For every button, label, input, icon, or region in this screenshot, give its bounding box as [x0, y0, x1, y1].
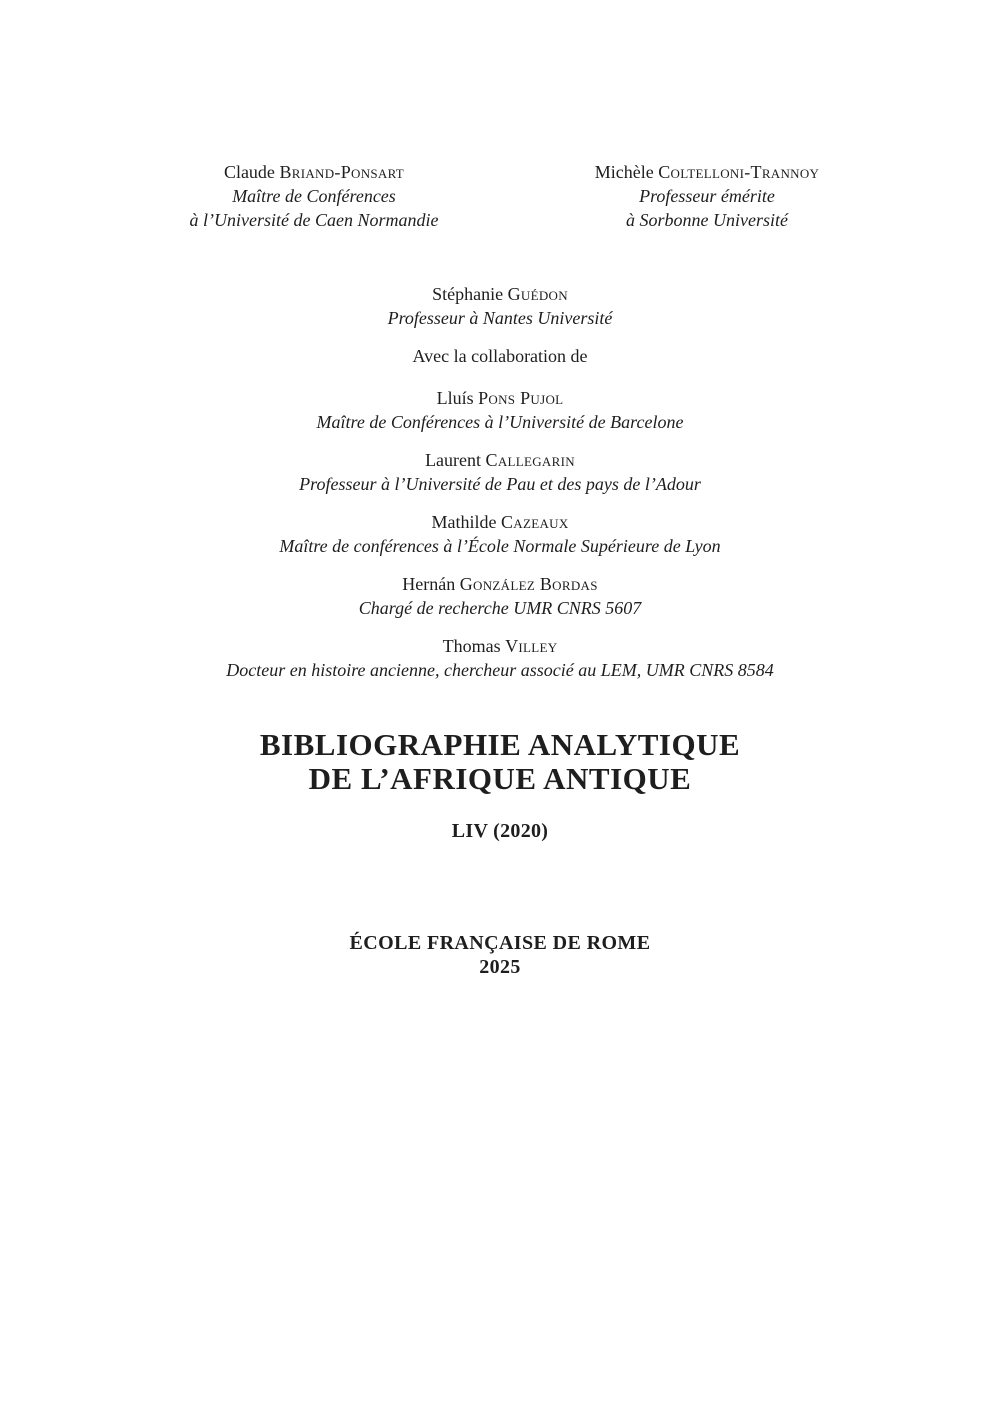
author-name [0, 510, 1000, 534]
author-block-pons-pujol [0, 386, 1000, 434]
author-name [0, 572, 1000, 596]
author-role-line: Professeur à Nantes Université [387, 308, 613, 328]
book-title-line1: BIBLIOGRAPHIE ANALYTIQUE [259, 727, 741, 762]
author-block-villey [0, 634, 1000, 682]
author-role-line: Maître de Conférences [232, 186, 396, 206]
author-name [0, 282, 1000, 306]
author-given-name: Lluís [436, 388, 474, 408]
author-family-name: González Bordas [459, 574, 598, 594]
author-family-name: Cazeaux [500, 512, 569, 532]
author-block-gonzalez-bordas [0, 572, 1000, 620]
author-block-cazeaux [0, 510, 1000, 558]
author-name [0, 448, 1000, 472]
top-authors-row [0, 0, 1000, 232]
author-family-name: Callegarin [485, 450, 575, 470]
author-role-line: Maître de Conférences à l’Université de Barcelone [316, 412, 684, 432]
author-given-name: Laurent [425, 450, 482, 470]
author-family-name: Guédon [507, 284, 568, 304]
author-block-callegarin [0, 448, 1000, 496]
author-family-name: Briand-Ponsart [279, 162, 405, 182]
author-given-name: Stéphanie [432, 284, 504, 304]
author-family-name: Villey [505, 636, 558, 656]
author-role-line: Maître de conférences à l’École Normale Supérieure de Lyon [279, 536, 721, 556]
author-role-line: Professeur émérite [639, 186, 775, 206]
author-given-name: Mathilde [431, 512, 497, 532]
author-name [500, 160, 914, 184]
publisher-name: ÉCOLE FRANÇAISE DE ROME [349, 932, 651, 954]
author-name [0, 634, 1000, 658]
book-title [0, 728, 1000, 796]
author-block-guedon [0, 282, 1000, 330]
author-role-line: à Sorbonne Université [626, 210, 788, 230]
author-role-line: Professeur à l’Université de Pau et des pays de l’Adour [299, 474, 701, 494]
author-block-coltelloni-trannoy [500, 160, 1000, 232]
author-block-briand-ponsart [0, 160, 500, 232]
publisher-block [0, 931, 1000, 979]
author-given-name: Hernán [402, 574, 456, 594]
author-given-name: Thomas [442, 636, 501, 656]
publication-year: 2025 [479, 956, 521, 978]
author-given-name: Claude [223, 162, 275, 182]
author-family-name: Pons Pujol [478, 388, 564, 408]
author-family-name: Coltelloni-Trannoy [658, 162, 820, 182]
author-given-name: Michèle [594, 162, 654, 182]
author-role-line: à l’Université de Caen Normandie [189, 210, 439, 230]
collaboration-heading: Avec la collaboration de [412, 346, 588, 366]
author-name [0, 386, 1000, 410]
volume-number: LIV (2020) [451, 820, 549, 842]
author-name [128, 160, 500, 184]
author-role-line: Docteur en histoire ancienne, chercheur associé au LEM, UMR CNRS 8584 [226, 660, 774, 680]
book-title-line2: DE L’AFRIQUE ANTIQUE [308, 761, 692, 796]
author-role-line: Chargé de recherche UMR CNRS 5607 [358, 598, 642, 618]
